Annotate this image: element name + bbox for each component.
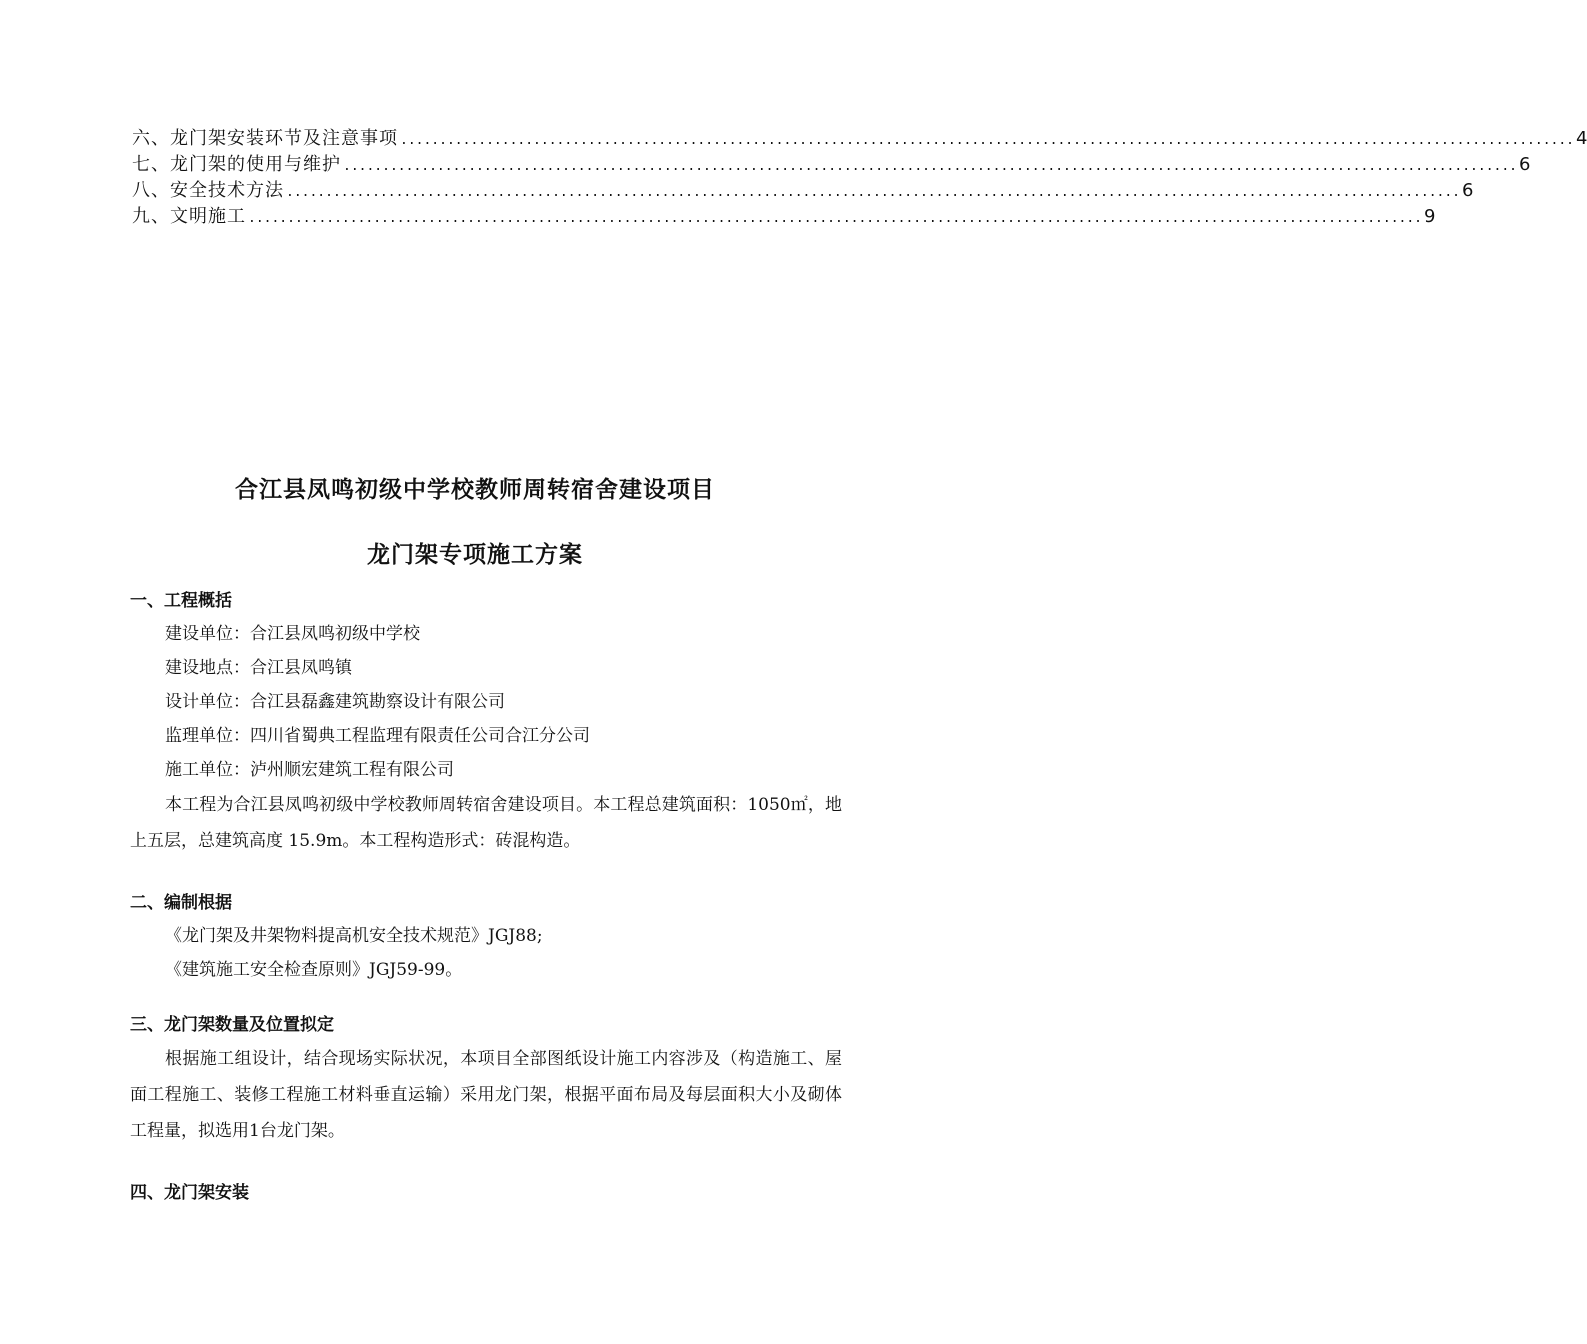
toc-entry-page: 6 (1519, 154, 1531, 175)
toc-entry-page: 4 (1576, 128, 1587, 149)
info-line-builder: 建设单位：合江县凤鸣初级中学校 (165, 624, 420, 644)
section-heading-installation: 四、龙门架安装 (130, 1183, 249, 1203)
toc-entry-title: 九、文明施工 (132, 206, 246, 227)
document-subtitle: 龙门架专项施工方案 (367, 542, 583, 568)
section-heading-basis: 二、编制根据 (130, 893, 232, 913)
info-line-supervisor: 监理单位：四川省蜀典工程监理有限责任公司合江分公司 (165, 726, 590, 746)
section-heading-quantity: 三、龙门架数量及位置拟定 (130, 1015, 334, 1035)
info-line-contractor: 施工单位：泸州顺宏建筑工程有限公司 (165, 760, 454, 780)
document-body (130, 585, 842, 1209)
toc-leader-dots: ...................................................................................................................................................... (400, 133, 1574, 148)
toc-entry[interactable] (132, 202, 1436, 228)
toc-entry[interactable] (132, 150, 1531, 176)
toc-entry-title: 六、龙门架安装环节及注意事项 (132, 128, 398, 149)
toc-entry-title: 八、安全技术方法 (132, 180, 284, 201)
toc-leader-dots: ...................................................................................................................................................... (343, 159, 1517, 174)
basis-line: 《龙门架及井架物料提高机安全技术规范》JGJ88; (165, 926, 543, 946)
toc-entry-page: 6 (1462, 180, 1474, 201)
toc-entry[interactable] (132, 176, 1474, 202)
document-title: 合江县凤鸣初级中学校教师周转宿舍建设项目 (235, 477, 715, 503)
info-line-designer: 设计单位：合江县磊鑫建筑勘察设计有限公司 (165, 692, 505, 712)
toc-entry[interactable] (132, 124, 1587, 150)
table-of-contents (132, 124, 1587, 228)
toc-entry-page: 9 (1424, 206, 1436, 227)
section-spacer (130, 987, 842, 1009)
section-spacer (130, 1149, 842, 1177)
toc-leader-dots: ...................................................................................................................................................... (286, 185, 1460, 200)
section-spacer (130, 859, 842, 887)
toc-leader-dots: ...................................................................................................................................................... (248, 211, 1422, 226)
basis-line: 《建筑施工安全检查原则》JGJ59-99。 (165, 960, 463, 980)
section-heading-overview: 一、工程概括 (130, 591, 232, 611)
quantity-paragraph: 根据施工组设计，结合现场实际状况，本项目全部图纸设计施工内容涉及（构造施工、屋面工程施工、装修工程施工材料垂直运输）采用龙门架，根据平面布局及每层面积大小及砌体工程量，拟选用1台龙门架。 (130, 1049, 842, 1141)
info-line-location: 建设地点：合江县凤鸣镇 (165, 658, 352, 678)
overview-paragraph: 本工程为合江县凤鸣初级中学校教师周转宿舍建设项目。本工程总建筑面积：1050㎡，地上五层，总建筑高度 15.9m。本工程构造形式：砖混构造。 (130, 795, 842, 851)
toc-entry-title: 七、龙门架的使用与维护 (132, 154, 341, 175)
